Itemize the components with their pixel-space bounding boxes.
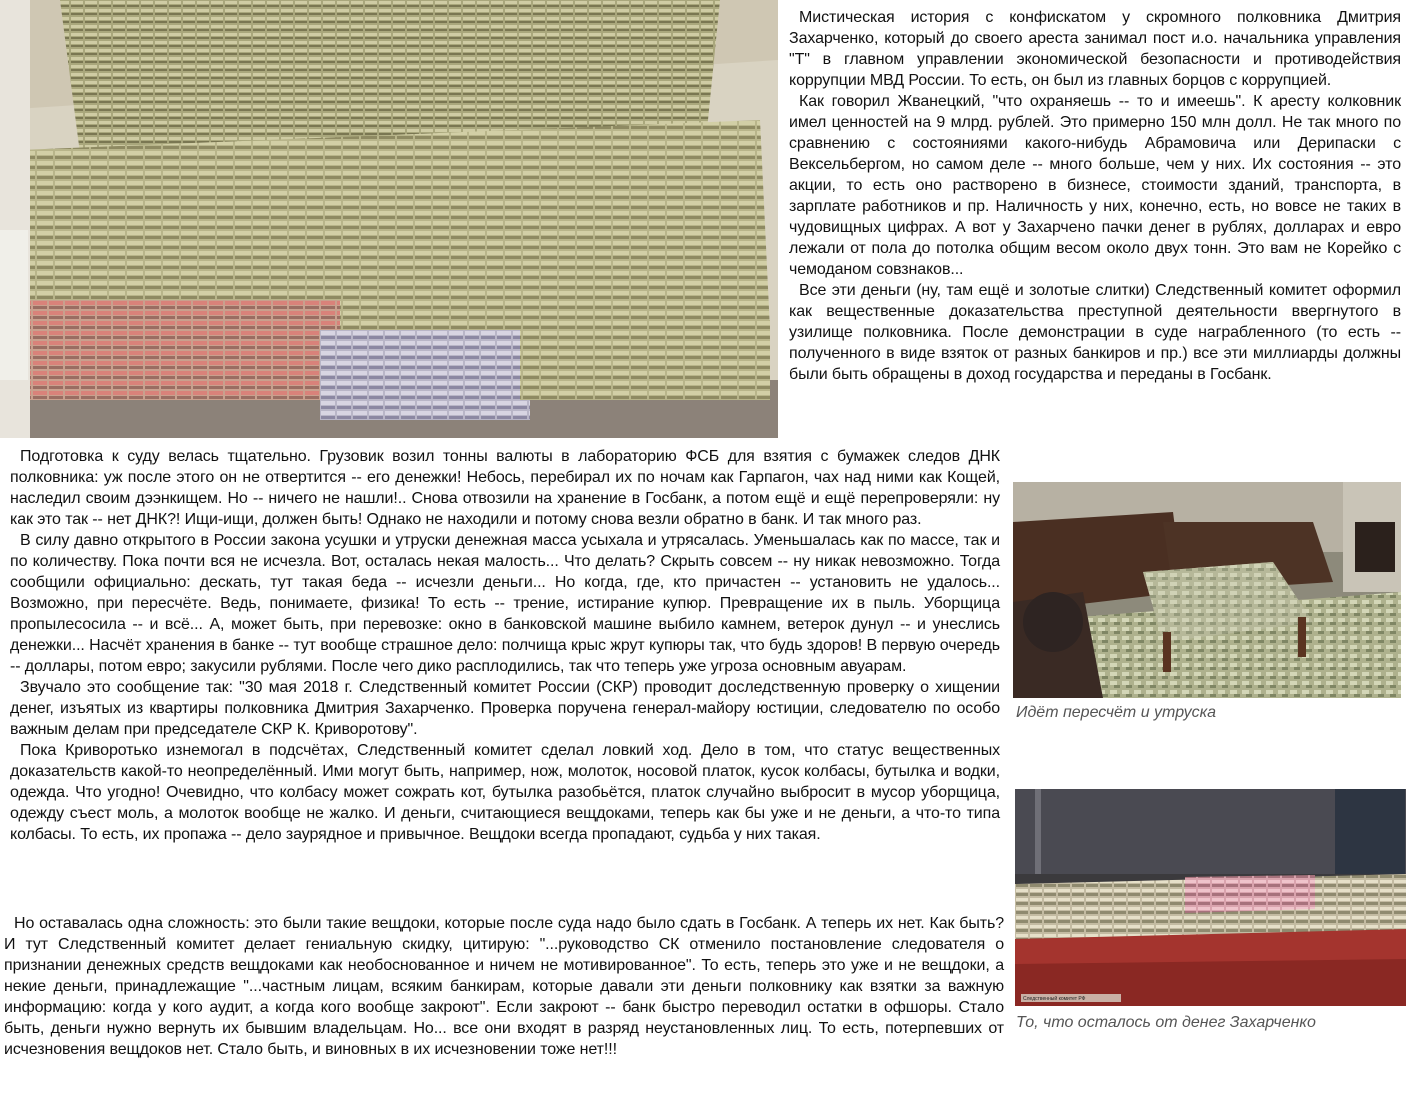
paragraph: Все эти деньги (ну, там ещё и золотые слитки) Следственный комитет оформил как вещественные доказательства преступной деятельности ввергнутого в узилище полковника. После демонстрации в суде награбленного (то есть -- полученного в виде взяток от разных банкиров и пр.) все эти миллиарды должны были быть обращены в доход государства и переданы в Госбанк. [789, 282, 1401, 383]
article-text-bottom [4, 913, 1004, 1060]
paragraph: Как говорил Жванецкий, "что охраняешь -- то и имеешь". К аресту колковник имел ценностей на 9 млрд. рублей. Это примерно 150 млн долл. Не так много по сравнению с состояниями какого-нибудь Абрамовича или Дерипаски с Вексельбергом, но самом деле -- много больше, чем у них. Их состояния -- это акции, то есть оно растворено в бизнесе, стоимости зданий, транспорта, в зарплате работников и пр. Наличность у них, конечно, есть, но вовсе не таких в чудовищных цифрах. А вот у Захарчено пачки денег в рублях, долларах и евро лежали от пола до потолка общим весом около двух тонн. Это вам не Корейко с чемоданом совзнаков... [789, 93, 1401, 278]
table-money-photo [1015, 789, 1406, 1006]
photo-caption: То, что осталось от денег Захарченко [1016, 1014, 1316, 1031]
living-room-money-photo [1013, 482, 1401, 698]
paragraph: Подготовка к суду велась тщательно. Грузовик возил тонны валюты в лабораторию ФСБ для взятия с бумажек следов ДНК полковника: уж после этого он не отвертится -- его денежки! Небось, перебирал их по ночам как Гарпагон, чах над ними как Кощей, наследил своим дээнкищем. Но -- ничего не нашли!.. Снова отвозили на хранение в Госбанк, а потом ещё и ещё перепроверяли: ну как это так -- нет ДНК?! Ищи-ищи, должен быть! Однако не находили и потому снова везли обратно в банк. И так много раз. [10, 448, 1000, 528]
paragraph: Мистическая история с конфискатом у скромного полковника Дмитрия Захарченко, который до своего ареста занимал пост и.о. начальника управления "Т" в главном управлении экономической безопасности и противодействия коррупции МВД России. То есть, он был из главных борцов с коррупцией. [789, 9, 1401, 89]
paragraph: В силу давно открытого в России закона усушки и утруски денежная масса усыхала и утрясалась. Уменьшалась как по массе, так и по количеству. Пока почти вся не исчезла. Вот, осталась некая малость... Что делать? Скрыть совсем -- ну никак невозможно. Тогда сообщили официально: дескать, тут такая беда -- исчезли деньги... Но когда, где, кто причастен -- установить не удалось... Возможно, при пересчёте. Ведь, понимаете, физика! То есть -- трение, истирание купюр. Превращение их в пыль. Уборщица пропылесосила -- и всё... А, может быть, при перевозке: окно в банковской машине выбило камнем, ветерок дунул -- и унеслись денежки... Насчёт хранения в банке -- тут вообще страшное дело: полчища крыс жрут купюры так, что будь здоров! В первую очередь -- доллары, потом евро; закусили рублями. После чего дико расплодились, так что теперь уже угроза основным авуарам. [10, 532, 1000, 675]
paragraph: Но оставалась одна сложность: это были такие вещдоки, которые после суда надо было сдать в Госбанк. А теперь их нет. Как быть? И тут Следственный комитет делает гениальную скидку, цитирую: "...руководство СК отменило постановление следователя о признании денежных средств вещдоками как необоснованное и ничем не мотивированное". То есть, теперь это уже и не вещдоки, а некие деньги, принадлежащие "...частным лицам, всяким банкирам, которые давали эти деньги полковнику как взятки за важную информацию: когда у кого аудит, а когда кого вообще закроют". Если закроют -- банк быстро переводил остатки в офшоры. Стало быть, деньги нужно вернуть их бывшим владельцам. Но... все они входят в разряд неустановленных лиц. То есть, потерпевших от исчезновения вещдоков нет. Стало быть, и виновных в их исчезновении тоже нет!!! [4, 915, 1004, 1058]
article-text-top [789, 7, 1401, 385]
money-stacks-photo [0, 0, 778, 438]
paragraph: Звучало это сообщение так: "30 мая 2018 г. Следственный комитет России (СКР) проводит доследственную проверку о хищении денег, изъятых из квартиры полковника Дмитрия Захарченко. Проверка поручена генерал-майору юстиции, следователю по особо важным делам при председателе СКР К. Криворотову". [10, 679, 1000, 738]
article-text-middle [10, 446, 1000, 845]
watermark-text: Следственный комитет РФ [1023, 996, 1086, 1002]
photo-caption: Идёт пересчёт и утруска [1016, 704, 1217, 721]
paragraph: Пока Криворотько изнемогал в подсчётах, Следственный комитет сделал ловкий ход. Дело в том, что статус вещественных доказательств какой-то неопределённый. Ими могут быть, например, нож, молоток, носовой платок, кусок колбасы, бутылка и водки, одежда. Что угодно! Очевидно, что колбасу может сожрать кот, бутылка разобьётся, платок случайно выбросит в мусор уборщица, одежду съест моль, а молоток вообще не жалко. И деньги, считающиеся вещдоками, теперь как бы уже и не деньги, а что-то типа колбасы. То есть, их пропажа -- дело заурядное и привычное. Вещдоки всегда пропадают, судьба у них такая. [10, 742, 1000, 843]
